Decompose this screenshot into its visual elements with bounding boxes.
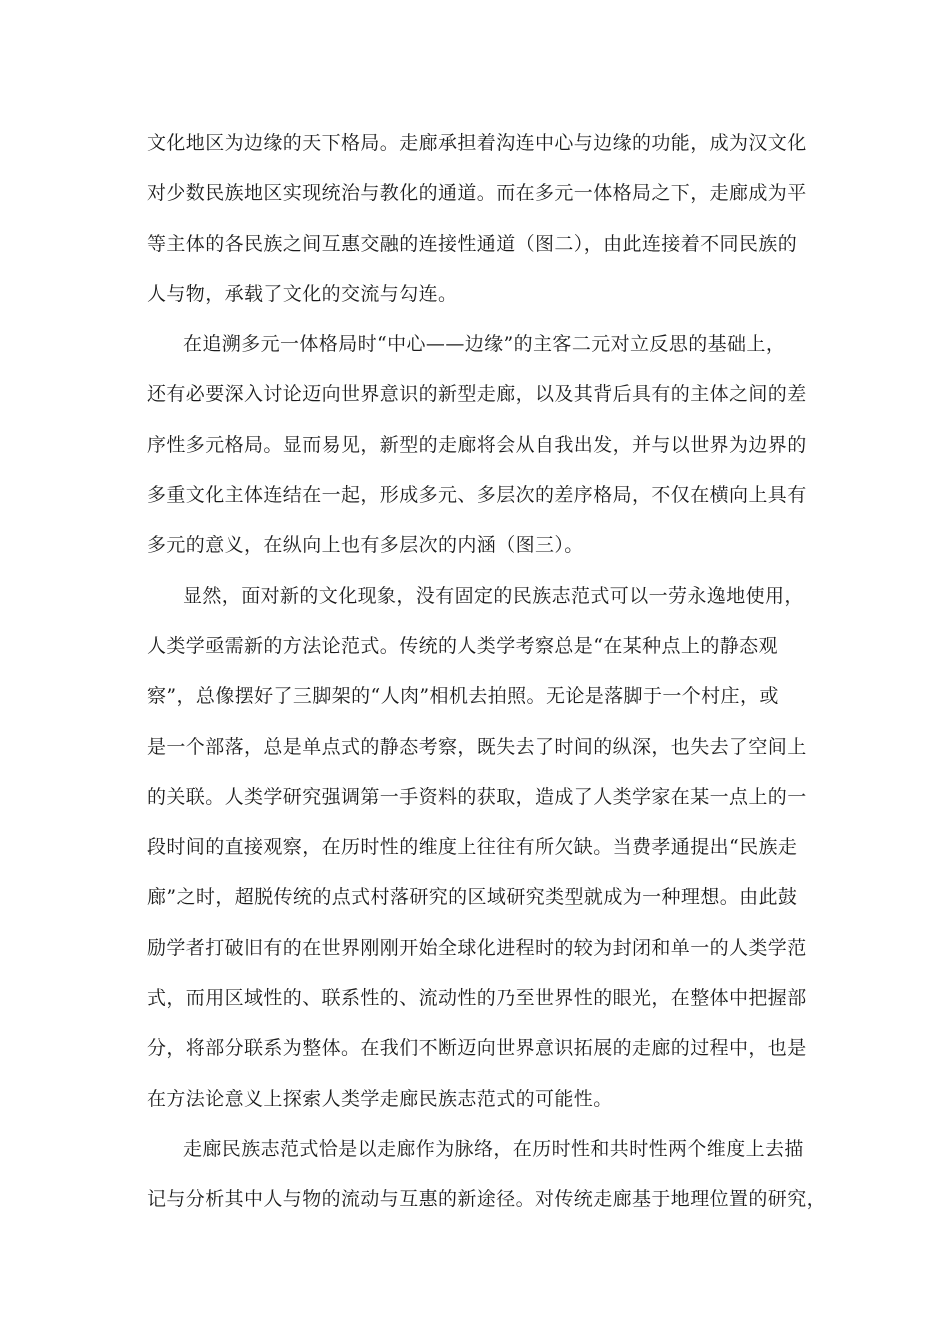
paragraph-1-line: 等主体的各民族之间互惠交融的连接性通道（图二），由此连接着不同民族的: [147, 232, 798, 255]
paragraph-4-line: 走廊民族志范式恰是以走廊作为脉络，在历时性和共时性两个维度上去描: [183, 1137, 804, 1160]
paragraph-3-line: 分，将部分联系为整体。在我们不断迈向世界意识拓展的走廊的过程中，也是: [147, 1037, 807, 1060]
paragraph-2-line: 序性多元格局。显而易见，新型的走廊将会从自我出发，并与以世界为边界的: [147, 433, 807, 456]
paragraph-3-line: 段时间的直接观察，在历时性的维度上往往有所欠缺。当费孝通提出“民族走: [147, 836, 798, 859]
paragraph-3-line: 在方法论意义上探索人类学走廊民族志范式的可能性。: [147, 1087, 613, 1110]
paragraph-1-line: 人与物，承载了文化的交流与勾连。: [147, 282, 458, 305]
paragraph-2-line: 在追溯多元一体格局时“中心——边缘”的主客二元对立反思的基础上，: [183, 333, 786, 356]
paragraph-3-line: 察”，总像摆好了三脚架的“人肉”相机去拍照。无论是落脚于一个村庄，或: [147, 685, 779, 708]
paragraph-3-line: 人类学亟需新的方法论范式。传统的人类学考察总是“在某种点上的静态观: [147, 634, 778, 657]
paragraph-3-line: 的关联。人类学研究强调第一手资料的获取，造成了人类学家在某一点上的一: [147, 785, 807, 808]
paragraph-3-line: 廊”之时，超脱传统的点式村落研究的区域研究类型就成为一种理想。由此鼓: [147, 886, 798, 909]
paragraph-2-line: 多重文化主体连结在一起，形成多元、多层次的差序格局，不仅在横向上具有: [147, 484, 807, 507]
paragraph-1-line: 对少数民族地区实现统治与教化的通道。而在多元一体格局之下，走廊成为平: [147, 182, 807, 205]
paragraph-2-line: 还有必要深入讨论迈向世界意识的新型走廊，以及其背后具有的主体之间的差: [147, 383, 807, 406]
paragraph-2-line: 多元的意义，在纵向上也有多层次的内涵（图三）。: [147, 534, 584, 557]
body-text: [147, 124, 827, 1231]
paragraph-3-line: 显然，面对新的文化现象，没有固定的民族志范式可以一劳永逸地使用，: [183, 584, 804, 607]
paragraph-3-line: 励学者打破旧有的在世界刚刚开始全球化进程时的较为封闭和单一的人类学范: [147, 936, 807, 959]
paragraph-4-line: 记与分析其中人与物的流动与互惠的新途径。对传统走廊基于地理位置的研究，: [147, 1188, 827, 1211]
paragraph-1-line: 文化地区为边缘的天下格局。走廊承担着沟连中心与边缘的功能，成为汉文化: [147, 132, 807, 154]
paragraph-3-line: 式，而用区域性的、联系性的、流动性的乃至世界性的眼光，在整体中把握部: [147, 987, 807, 1010]
paragraph-3-line: 是一个部落，总是单点式的静态考察，既失去了时间的纵深，也失去了空间上: [147, 735, 807, 758]
